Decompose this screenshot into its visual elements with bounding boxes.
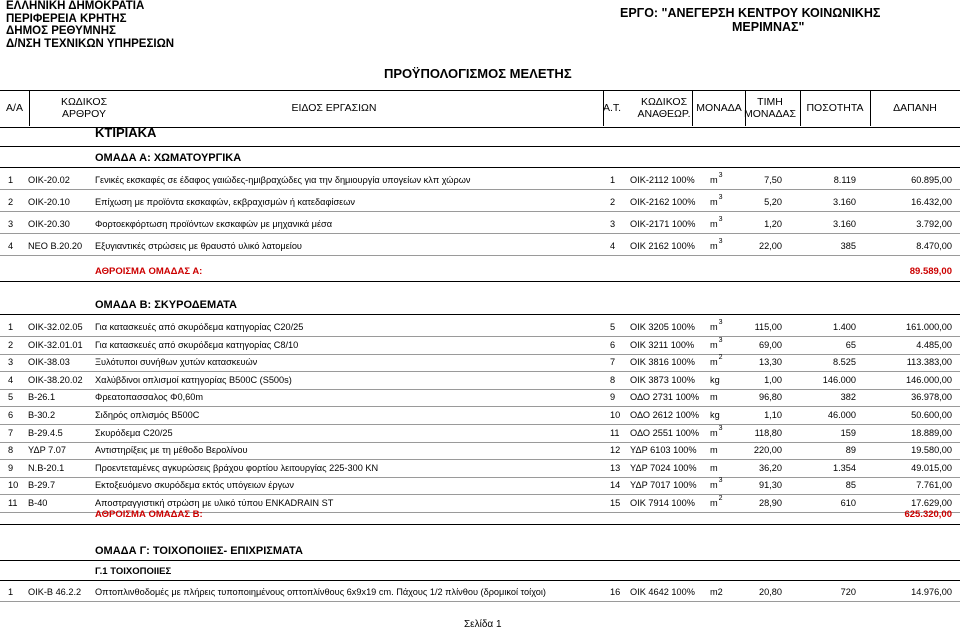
row-quantity: 96,80: [759, 392, 782, 403]
group-c-title: ΟΜΑΔΑ Γ: ΤΟΙΧΟΠΟΙΙΕΣ- ΕΠΙΧΡΙΣΜΑΤΑ: [95, 545, 303, 557]
row-unit-price: 610: [840, 498, 856, 508]
row-revision-code: ΟΙΚ-2112 100%: [630, 175, 695, 185]
group-c-subtitle-rule: [0, 580, 960, 581]
row-unit-exponent: 3: [718, 172, 723, 179]
row-unit-symbol: m2: [710, 587, 723, 597]
row-revision-code: ΟΙΚ-2162 100%: [630, 197, 696, 207]
row-revision-code: ΟΔΟ 2612 100%: [630, 410, 700, 420]
row-unit: [710, 319, 723, 332]
row-unit: [710, 336, 723, 350]
row-unit-exponent: 3: [718, 424, 723, 432]
row-aa: 1: [8, 322, 14, 332]
group-b-title: ΟΜΑΔΑ Β: ΣΚΥΡΟΔΕΜΑΤΑ: [95, 299, 237, 311]
group-a-sum-rule: [0, 281, 960, 282]
row-cost: 36.978,00: [911, 392, 952, 403]
row-code: ΟΙΚ-38.20.02: [28, 374, 83, 385]
row-aa: 3: [8, 219, 14, 229]
row-unit: [710, 424, 723, 438]
authority-line-4: Δ/ΝΣΗ ΤΕΧΝΙΚΩΝ ΥΠΗΡΕΣΙΩΝ: [6, 37, 175, 50]
row-revision-code: ΟΙΚ 3873 100%: [630, 374, 695, 385]
row-unit-price: 8.525: [833, 357, 856, 368]
row-rule: [0, 601, 960, 602]
row-code: Β-29.7: [28, 480, 56, 491]
row-unit-exponent: 2: [718, 495, 723, 502]
row-rule: [0, 406, 960, 407]
row-cost: 19.580,00: [911, 445, 952, 456]
row-code: ΟΙΚ-Β 46.2.2: [28, 587, 82, 597]
row-revision-code: ΟΔΟ 2551 100%: [630, 427, 700, 438]
row-aa: 4: [8, 241, 14, 251]
row-revision-code: ΥΔΡ 6103 100%: [630, 445, 697, 456]
row-quantity: 22,00: [759, 241, 782, 251]
row-code: ΟΙΚ-20.30: [28, 219, 70, 229]
row-description: Φορτοεκφόρτωση προϊόντων εκσκαφών με μηχανικά μέσα: [95, 219, 333, 229]
row-description: Εξυγιαντικές στρώσεις με θραυστό υλικό λατομείου: [95, 241, 302, 251]
row-at: 3: [610, 219, 616, 229]
row-quantity: 118,80: [754, 427, 782, 438]
row-unit-exponent: 3: [718, 238, 723, 245]
row-cost: 18.889,00: [911, 427, 952, 438]
row-code: Β-26.1: [28, 392, 56, 403]
row-revision-code: ΟΙΚ 7914 100%: [630, 498, 695, 508]
col-rev-header: [628, 90, 700, 126]
row-at: 8: [610, 374, 616, 385]
group-a-bottom-rule: [0, 167, 960, 168]
col-price-header-line-2: ΜΟΝΑΔΑΣ: [743, 108, 796, 120]
row-at: 2: [610, 197, 616, 207]
group-a-title: ΟΜΑΔΑ Α: ΧΩΜΑΤΟΥΡΓΙΚΑ: [95, 152, 242, 164]
row-code: ΟΙΚ-32.01.01: [28, 339, 83, 350]
row-rule: [0, 477, 960, 478]
row-cost: 49.015,00: [911, 462, 952, 473]
row-at: 16: [610, 587, 621, 597]
row-quantity: 20,80: [759, 587, 782, 597]
row-quantity: 28,90: [759, 498, 782, 508]
row-quantity: 1,00: [764, 374, 782, 385]
project-title-line-2: ΜΕΡΙΜΝΑΣ": [732, 20, 805, 34]
row-code: ΟΙΚ-32.02.05: [28, 322, 83, 332]
row-revision-code: ΟΙΚ 3816 100%: [630, 357, 695, 368]
row-rule: [0, 459, 960, 460]
row-aa: 7: [8, 427, 14, 438]
row-aa: 9: [8, 462, 14, 473]
row-unit-symbol: m: [710, 322, 718, 332]
row-description: Γενικές εκσκαφές σε έδαφος γαιώδες-ημιβραχώδες για την δημιουργία υπογείων κλπ χώρων: [95, 175, 471, 185]
row-aa: 1: [8, 587, 14, 597]
row-cost: 161.000,00: [906, 322, 952, 332]
row-description: Για κατασκευές από σκυρόδεμα κατηγορίας C20/25: [95, 322, 304, 332]
authority-line-3: ΔΗΜΟΣ ΡΕΘΥΜΝΗΣ: [6, 25, 116, 37]
row-unit-symbol: m: [710, 241, 718, 251]
row-unit-price: 85: [845, 480, 856, 491]
row-unit-symbol: m: [710, 427, 718, 438]
row-unit-exponent: 3: [718, 319, 723, 326]
group-a-sum-value: 89.589,00: [909, 266, 952, 277]
page-number: Σελίδα 1: [464, 619, 502, 630]
row-quantity: 220,00: [753, 445, 782, 456]
row-cost: 14.976,00: [911, 587, 952, 597]
col-code-header-line-1: ΚΩΔΙΚΟΣ: [60, 96, 108, 108]
row-unit-symbol: m: [710, 357, 718, 368]
row-at: 12: [610, 445, 621, 456]
col-unit-header: ΜΟΝΑΔΑ: [696, 102, 742, 114]
row-at: 6: [610, 339, 616, 350]
row-unit-price: 3.160: [833, 197, 856, 207]
authority-header: [6, 0, 174, 50]
row-cost: 16.432,00: [911, 197, 952, 207]
row-unit: [710, 445, 718, 455]
row-aa: 10: [8, 480, 19, 491]
group-b-sum-value: 625.320,00: [904, 509, 952, 520]
row-unit-price: 8.119: [833, 175, 856, 185]
row-code: ΥΔΡ 7.07: [28, 445, 66, 456]
row-unit-price: 1.400: [833, 322, 856, 332]
row-code: ΟΙΚ-20.02: [28, 175, 70, 185]
row-rule: [0, 442, 960, 443]
row-unit-symbol: m: [710, 392, 718, 403]
row-unit: [710, 410, 720, 420]
row-description: Οπτοπλινθοδομές με πλήρεις τυποποιημένους οπτοπλίνθους 6x9x19 cm. Πάχους 1/2 πλίνθου (δρομικοί τοίχοι): [95, 587, 546, 597]
row-rule: [0, 336, 960, 337]
row-aa: 2: [8, 197, 14, 207]
row-rule: [0, 371, 960, 372]
row-description: Σκυρόδεμα C20/25: [95, 427, 173, 438]
row-description: Επίχωση με προϊόντα εκσκαφών, εκβραχισμών ή κατεδαφίσεων: [95, 197, 355, 207]
row-unit: [710, 587, 723, 597]
row-unit: [710, 477, 723, 491]
row-revision-code: ΟΙΚ 3205 100%: [630, 322, 695, 332]
row-unit-exponent: 3: [718, 336, 723, 344]
col-code-header: [29, 90, 139, 126]
row-unit-exponent: 2: [718, 354, 723, 362]
row-description: Προεντεταμένες αγκυρώσεις βράχου φορτίου λειτουργίας 225-300 KN: [95, 462, 379, 473]
col-qty-header: ΠΟΣΟΤΗΤΑ: [806, 102, 864, 114]
row-cost: 7.761,00: [916, 480, 952, 491]
row-unit-exponent: 3: [718, 194, 723, 201]
row-aa: 5: [8, 392, 14, 403]
row-description: Χαλύβδινοι οπλισμοί κατηγορίας B500C (S500s): [95, 374, 292, 385]
row-unit-symbol: m: [710, 445, 718, 456]
row-unit-exponent: 3: [718, 477, 723, 485]
row-code: Β-40: [28, 498, 48, 508]
row-unit-price: 146.000: [822, 374, 856, 385]
project-title-line-1: ΕΡΓΟ: "ΑΝΕΓΕΡΣΗ ΚΕΝΤΡΟΥ ΚΟΙΝΩΝΙΚΗΣ: [620, 6, 881, 20]
group-a-top-rule: [0, 146, 960, 147]
row-quantity: 1,20: [764, 219, 782, 229]
row-unit-price: 385: [840, 241, 856, 251]
row-unit-price: 382: [840, 392, 856, 403]
group-b-bottom-rule: [0, 314, 960, 315]
row-unit: [710, 375, 720, 385]
row-rule: [0, 189, 960, 190]
row-revision-code: ΟΙΚ 2162 100%: [630, 241, 695, 251]
row-unit-symbol: m: [710, 339, 718, 350]
row-unit-symbol: kg: [710, 374, 720, 385]
row-cost: 146.000,00: [906, 374, 952, 385]
row-revision-code: ΟΔΟ 2731 100%: [630, 392, 700, 403]
row-quantity: 5,20: [764, 197, 782, 207]
row-cost: 3.792,00: [916, 219, 952, 229]
row-at: 1: [610, 175, 616, 185]
row-at: 4: [610, 241, 616, 251]
row-unit: [710, 354, 723, 368]
row-quantity: 91,30: [759, 480, 782, 491]
row-rule: [0, 389, 960, 390]
row-code: ΝΕΟ Β.20.20: [28, 241, 83, 251]
row-description: Αντιστηρίξεις με τη μέθοδο Βερολίνου: [95, 445, 248, 456]
row-code: ΟΙΚ-20.10: [28, 197, 70, 207]
row-unit-price: 89: [845, 445, 856, 456]
row-unit-symbol: m: [710, 219, 718, 229]
row-description: Σιδηρός οπλισμός B500C: [95, 410, 200, 420]
row-quantity: 1,10: [764, 410, 782, 420]
row-at: 15: [610, 498, 621, 508]
row-revision-code: ΟΙΚ 4642 100%: [630, 587, 695, 597]
row-aa: 1: [8, 175, 14, 185]
row-code: Ν.Β-20.1: [28, 462, 65, 473]
section-title: ΚΤΙΡΙΑΚΑ: [95, 125, 157, 140]
row-unit-price: 3.160: [833, 219, 856, 229]
row-unit-symbol: m: [710, 197, 718, 207]
col-price-header: [742, 90, 798, 126]
row-unit-exponent: 3: [718, 216, 723, 223]
row-at: 13: [610, 462, 621, 473]
row-quantity: 7,50: [764, 175, 782, 185]
row-unit-symbol: m: [710, 480, 718, 491]
col-code-header-line-2: ΑΡΘΡΟΥ: [61, 108, 106, 120]
row-description: Φρεατοπασσαλος Φ0,60m: [95, 392, 204, 403]
row-unit: [710, 495, 723, 508]
row-description: Για κατασκευές από σκυρόδεμα κατηγορίας C8/10: [95, 339, 299, 350]
row-revision-code: ΟΙΚ-2171 100%: [630, 219, 696, 229]
row-rule: [0, 424, 960, 425]
group-b-sum-label: ΑΘΡΟΙΣΜΑ ΟΜΑΔΑΣ Β:: [95, 509, 203, 520]
row-rule: [0, 354, 960, 355]
page-title: ΠΡΟΫΠΟΛΟΓΙΣΜΟΣ ΜΕΛΕΤΗΣ: [384, 66, 572, 81]
row-rule: [0, 494, 960, 495]
row-at: 5: [610, 322, 616, 332]
row-quantity: 36,20: [759, 462, 782, 473]
authority-line-1: ΕΛΛΗΝΙΚΗ ΔΗΜΟΚΡΑΤΙΑ: [6, 0, 145, 12]
row-cost: 50.600,00: [911, 410, 952, 420]
col-rev-header-line-2: ΑΝΑΘΕΩΡ.: [637, 108, 691, 120]
row-rule: [0, 233, 960, 234]
row-cost: 17.629,00: [911, 498, 952, 508]
row-unit-price: 159: [840, 427, 856, 438]
group-c-title-rule: [0, 560, 960, 561]
row-at: 11: [610, 427, 620, 438]
row-aa: 4: [8, 374, 14, 385]
row-rule: [0, 211, 960, 212]
row-unit: [710, 194, 723, 207]
row-unit: [710, 463, 718, 473]
group-a-sum-label: ΑΘΡΟΙΣΜΑ ΟΜΑΔΑΣ Α:: [95, 266, 203, 277]
row-cost: 8.470,00: [916, 241, 952, 251]
col-price-header-line-1: ΤΙΜΗ: [757, 96, 783, 108]
col-cost-header: ΔΑΠΑΝΗ: [893, 102, 937, 114]
row-unit: [710, 172, 723, 185]
row-unit-symbol: m: [710, 175, 718, 185]
col-aa-header: Α/Α: [6, 102, 23, 114]
row-quantity: 69,00: [759, 339, 782, 350]
row-revision-code: ΟΙΚ 3211 100%: [630, 339, 695, 350]
row-aa: 6: [8, 410, 14, 420]
row-unit: [710, 392, 718, 402]
group-c-subtitle: Γ.1 ΤΟΙΧΟΠΟΙΙΕΣ: [95, 566, 172, 577]
row-at: 9: [610, 392, 616, 403]
authority-line-2: ΠΕΡΙΦΕΡΕΙΑ ΚΡΗΤΗΣ: [6, 12, 127, 25]
group-b-sum-rule: [0, 524, 960, 525]
col-desc-header: ΕΙΔΟΣ ΕΡΓΑΣΙΩΝ: [291, 102, 377, 114]
row-aa: 2: [8, 339, 14, 350]
row-quantity: 13,30: [759, 357, 782, 368]
row-revision-code: ΥΔΡ 7017 100%: [630, 480, 697, 491]
row-code: Β-30.2: [28, 410, 56, 420]
row-aa: 3: [8, 357, 14, 368]
row-aa: 8: [8, 445, 14, 456]
row-aa: 11: [8, 498, 18, 508]
row-at: 7: [610, 357, 616, 368]
row-at: 10: [610, 410, 621, 420]
row-unit: [710, 238, 723, 251]
row-unit: [710, 216, 723, 229]
row-code: Β-29.4.5: [28, 427, 63, 438]
col-rev-header-line-1: ΚΩΔΙΚΟΣ: [640, 96, 688, 108]
row-at: 14: [610, 480, 621, 491]
row-unit-price: 46.000: [827, 410, 856, 420]
row-description: Αποστραγγιστική στρώση με υλικό τύπου ENKADRAIN ST: [95, 498, 334, 508]
row-cost: 4.485,00: [916, 339, 952, 350]
row-code: ΟΙΚ-38.03: [28, 357, 70, 368]
row-quantity: 115,00: [754, 322, 782, 332]
row-cost: 113.383,00: [906, 357, 952, 368]
row-unit-symbol: kg: [710, 410, 720, 420]
row-unit-price: 65: [845, 339, 856, 350]
row-rule: [0, 255, 960, 256]
row-unit-symbol: m: [710, 462, 718, 473]
row-unit-symbol: m: [710, 498, 718, 508]
project-title: [620, 6, 880, 34]
row-description: Ξυλότυποι συνήθων χυτών κατασκευών: [95, 357, 258, 368]
row-cost: 60.895,00: [911, 175, 952, 185]
row-revision-code: ΥΔΡ 7024 100%: [630, 462, 697, 473]
row-unit-price: 720: [840, 587, 856, 597]
col-at-header: Α.Τ.: [602, 102, 622, 114]
row-unit-price: 1.354: [833, 462, 856, 473]
row-description: Εκτοξευόμενο σκυρόδεμα εκτός υπόγειων έργων: [95, 480, 294, 491]
